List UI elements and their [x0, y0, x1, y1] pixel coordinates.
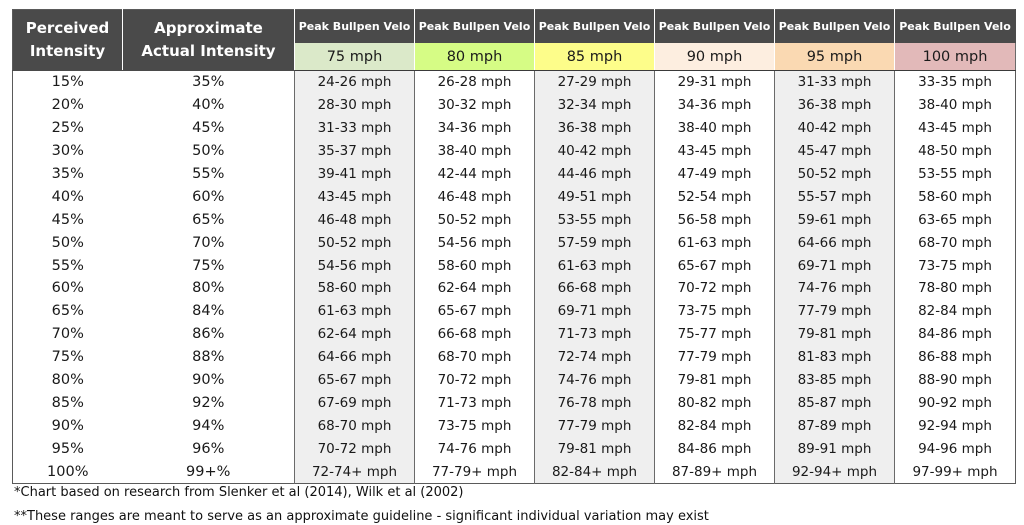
velocity-range-cell: 70-72 mph	[295, 437, 415, 460]
velocity-intensity-table	[12, 9, 1016, 484]
actual-intensity-cell: 88%	[192, 349, 225, 366]
velo-header-75: Peak Bullpen Velo	[295, 10, 415, 44]
velocity-range-cell: 81-83 mph	[775, 346, 895, 369]
perceived-intensity-cell: 70%	[51, 326, 84, 343]
velocity-range-cell: 61-63 mph	[295, 300, 415, 323]
velocity-range-cell: 44-46 mph	[535, 163, 655, 186]
velo-header-80: Peak Bullpen Velo	[415, 10, 535, 44]
footnote-research: *Chart based on research from Slenker et al (2014), Wilk et al (2002)	[14, 485, 464, 500]
table-row	[13, 117, 1016, 140]
velocity-range-cell: 83-85 mph	[775, 369, 895, 392]
velocity-range-cell: 90-92 mph	[895, 391, 1016, 414]
velocity-range-cell: 88-90 mph	[895, 369, 1016, 392]
velocity-range-cell: 53-55 mph	[895, 163, 1016, 186]
perceived-intensity-cell: 20%	[51, 97, 84, 114]
velocity-range-cell: 58-60 mph	[895, 185, 1016, 208]
perceived-intensity-cell: 75%	[51, 349, 84, 366]
velocity-cell-95: 95 mph	[775, 43, 895, 71]
velocity-range-cell: 68-70 mph	[295, 414, 415, 437]
velocity-range-cell: 74-76 mph	[415, 437, 535, 460]
velocity-range-cell: 58-60 mph	[415, 254, 535, 277]
velocity-range-cell: 61-63 mph	[535, 254, 655, 277]
actual-header-line1: Approximate	[154, 19, 263, 37]
velocity-range-cell: 86-88 mph	[895, 346, 1016, 369]
velocity-range-cell: 65-67 mph	[415, 300, 535, 323]
velocity-range-cell: 38-40 mph	[415, 140, 535, 163]
actual-header-line2: Actual Intensity	[141, 42, 276, 60]
velocity-range-cell: 71-73 mph	[535, 323, 655, 346]
velocity-range-cell: 77-79 mph	[655, 346, 775, 369]
velocity-cell-90: 90 mph	[655, 43, 775, 71]
footnote-disclaimer: **These ranges are meant to serve as an approximate guideline - significant individual variation may exist	[14, 509, 709, 524]
velocity-range-cell: 49-51 mph	[535, 185, 655, 208]
actual-intensity-cell: 60%	[192, 188, 225, 205]
perceived-intensity-cell: 90%	[51, 417, 84, 434]
table-row	[13, 414, 1016, 437]
table-row	[13, 185, 1016, 208]
table-row	[13, 346, 1016, 369]
velocity-range-cell: 75-77 mph	[655, 323, 775, 346]
velo-header-100: Peak Bullpen Velo	[895, 10, 1016, 44]
velocity-range-cell: 36-38 mph	[775, 94, 895, 117]
velocity-range-cell: 78-80 mph	[895, 277, 1016, 300]
table-row	[13, 391, 1016, 414]
velocity-range-cell: 65-67 mph	[295, 369, 415, 392]
velocity-range-cell: 82-84+ mph	[535, 460, 655, 483]
velocity-range-cell: 73-75 mph	[655, 300, 775, 323]
table-row	[13, 460, 1016, 483]
velocity-range-cell: 69-71 mph	[535, 300, 655, 323]
actual-intensity-cell: 86%	[192, 326, 225, 343]
velocity-range-cell: 46-48 mph	[415, 185, 535, 208]
actual-intensity-cell: 90%	[192, 372, 225, 389]
perceived-intensity-cell: 40%	[51, 188, 84, 205]
velocity-range-cell: 35-37 mph	[295, 140, 415, 163]
velocity-range-cell: 43-45 mph	[655, 140, 775, 163]
velocity-range-cell: 31-33 mph	[775, 71, 895, 94]
velocity-range-cell: 79-81 mph	[655, 369, 775, 392]
velocity-range-cell: 43-45 mph	[295, 185, 415, 208]
table-body	[13, 71, 1016, 484]
velocity-range-cell: 29-31 mph	[655, 71, 775, 94]
perceived-header-line2: Intensity	[29, 42, 106, 60]
perceived-intensity-cell: 65%	[51, 303, 84, 320]
actual-intensity-cell: 99+%	[186, 463, 231, 480]
velocity-range-cell: 73-75 mph	[895, 254, 1016, 277]
velocity-range-cell: 38-40 mph	[655, 117, 775, 140]
perceived-intensity-cell: 45%	[51, 211, 84, 228]
velocity-range-cell: 34-36 mph	[415, 117, 535, 140]
table-row	[13, 94, 1016, 117]
velocity-cell-75: 75 mph	[295, 43, 415, 71]
velocity-range-cell: 52-54 mph	[655, 185, 775, 208]
velocity-range-cell: 68-70 mph	[895, 231, 1016, 254]
velocity-range-cell: 38-40 mph	[895, 94, 1016, 117]
velo-header-95: Peak Bullpen Velo	[775, 10, 895, 44]
table-row	[13, 323, 1016, 346]
table-row	[13, 208, 1016, 231]
velocity-range-cell: 63-65 mph	[895, 208, 1016, 231]
table-row	[13, 71, 1016, 94]
perceived-intensity-cell: 95%	[51, 440, 84, 457]
perceived-intensity-cell: 15%	[51, 74, 84, 91]
table-row	[13, 254, 1016, 277]
velocity-range-cell: 94-96 mph	[895, 437, 1016, 460]
velocity-range-cell: 54-56 mph	[295, 254, 415, 277]
velocity-range-cell: 66-68 mph	[535, 277, 655, 300]
actual-intensity-cell: 94%	[192, 417, 225, 434]
velocity-range-cell: 72-74 mph	[535, 346, 655, 369]
velocity-range-cell: 69-71 mph	[775, 254, 895, 277]
velocity-range-cell: 77-79 mph	[535, 414, 655, 437]
velocity-range-cell: 74-76 mph	[775, 277, 895, 300]
perceived-intensity-cell: 30%	[51, 143, 84, 160]
actual-intensity-header	[123, 10, 295, 71]
velocity-range-cell: 56-58 mph	[655, 208, 775, 231]
header-row	[13, 10, 1016, 44]
perceived-intensity-cell: 80%	[51, 372, 84, 389]
velocity-range-cell: 82-84 mph	[895, 300, 1016, 323]
actual-intensity-cell: 40%	[192, 97, 225, 114]
velocity-range-cell: 39-41 mph	[295, 163, 415, 186]
velocity-range-cell: 97-99+ mph	[895, 460, 1016, 483]
actual-intensity-cell: 70%	[192, 234, 225, 251]
velocity-range-cell: 76-78 mph	[535, 391, 655, 414]
velocity-range-cell: 84-86 mph	[655, 437, 775, 460]
velocity-range-cell: 45-47 mph	[775, 140, 895, 163]
table-row	[13, 277, 1016, 300]
actual-intensity-cell: 35%	[192, 74, 225, 91]
perceived-intensity-cell: 35%	[51, 166, 84, 182]
velocity-range-cell: 50-52 mph	[415, 208, 535, 231]
velocity-range-cell: 50-52 mph	[295, 231, 415, 254]
velocity-range-cell: 92-94+ mph	[775, 460, 895, 483]
table-row	[13, 437, 1016, 460]
velocity-range-cell: 66-68 mph	[415, 323, 535, 346]
table-row	[13, 140, 1016, 163]
velocity-range-cell: 87-89 mph	[775, 414, 895, 437]
velocity-range-cell: 58-60 mph	[295, 277, 415, 300]
velocity-range-cell: 36-38 mph	[535, 117, 655, 140]
velocity-range-cell: 87-89+ mph	[655, 460, 775, 483]
velocity-range-cell: 57-59 mph	[535, 231, 655, 254]
velocity-range-cell: 26-28 mph	[415, 71, 535, 94]
actual-intensity-cell: 92%	[192, 394, 225, 411]
velocity-range-cell: 70-72 mph	[415, 369, 535, 392]
velocity-range-cell: 30-32 mph	[415, 94, 535, 117]
velocity-range-cell: 92-94 mph	[895, 414, 1016, 437]
velocity-range-cell: 68-70 mph	[415, 346, 535, 369]
actual-intensity-cell: 96%	[192, 440, 225, 457]
velocity-range-cell: 79-81 mph	[535, 437, 655, 460]
velocity-range-cell: 54-56 mph	[415, 231, 535, 254]
velocity-range-cell: 67-69 mph	[295, 391, 415, 414]
velocity-range-cell: 74-76 mph	[535, 369, 655, 392]
velocity-range-cell: 40-42 mph	[775, 117, 895, 140]
velocity-range-cell: 40-42 mph	[535, 140, 655, 163]
perceived-intensity-cell: 25%	[51, 120, 84, 137]
velocity-range-cell: 79-81 mph	[775, 323, 895, 346]
velocity-range-cell: 53-55 mph	[535, 208, 655, 231]
actual-intensity-cell: 55%	[192, 166, 225, 182]
velocity-range-cell: 24-26 mph	[295, 71, 415, 94]
velocity-range-cell: 42-44 mph	[415, 163, 535, 186]
velocity-range-cell: 43-45 mph	[895, 117, 1016, 140]
velocity-cell-85: 85 mph	[535, 43, 655, 71]
actual-intensity-cell: 84%	[192, 303, 225, 320]
velocity-range-cell: 65-67 mph	[655, 254, 775, 277]
actual-intensity-cell: 75%	[192, 257, 225, 274]
velocity-range-cell: 82-84 mph	[655, 414, 775, 437]
velocity-range-cell: 77-79 mph	[775, 300, 895, 323]
perceived-intensity-cell: 60%	[51, 280, 84, 297]
actual-intensity-cell: 65%	[192, 211, 225, 228]
perceived-intensity-cell: 55%	[51, 257, 84, 274]
perceived-header-line1: Perceived	[25, 19, 110, 37]
perceived-intensity-cell: 50%	[51, 234, 84, 251]
actual-intensity-cell: 45%	[192, 120, 225, 137]
velocity-range-cell: 50-52 mph	[775, 163, 895, 186]
velocity-range-cell: 59-61 mph	[775, 208, 895, 231]
velocity-cell-80: 80 mph	[415, 43, 535, 71]
velocity-range-cell: 70-72 mph	[655, 277, 775, 300]
velocity-range-cell: 32-34 mph	[535, 94, 655, 117]
velocity-range-cell: 34-36 mph	[655, 94, 775, 117]
perceived-intensity-cell: 85%	[51, 394, 84, 411]
velocity-cell-100: 100 mph	[895, 43, 1016, 71]
velocity-range-cell: 61-63 mph	[655, 231, 775, 254]
velocity-range-cell: 28-30 mph	[295, 94, 415, 117]
table-row	[13, 369, 1016, 392]
perceived-intensity-header	[13, 10, 123, 71]
velocity-range-cell: 89-91 mph	[775, 437, 895, 460]
velocity-range-cell: 47-49 mph	[655, 163, 775, 186]
velocity-range-cell: 62-64 mph	[415, 277, 535, 300]
perceived-intensity-cell: 100%	[47, 463, 89, 480]
velocity-range-cell: 46-48 mph	[295, 208, 415, 231]
table-row	[13, 163, 1016, 186]
actual-intensity-cell: 80%	[192, 280, 225, 297]
velocity-range-cell: 80-82 mph	[655, 391, 775, 414]
velocity-range-cell: 72-74+ mph	[295, 460, 415, 483]
velocity-range-cell: 77-79+ mph	[415, 460, 535, 483]
velo-header-85: Peak Bullpen Velo	[535, 10, 655, 44]
actual-intensity-cell: 50%	[192, 143, 225, 160]
velocity-range-cell: 31-33 mph	[295, 117, 415, 140]
table-row	[13, 231, 1016, 254]
velocity-range-cell: 71-73 mph	[415, 391, 535, 414]
velo-header-90: Peak Bullpen Velo	[655, 10, 775, 44]
velocity-range-cell: 55-57 mph	[775, 185, 895, 208]
velocity-range-cell: 33-35 mph	[895, 71, 1016, 94]
velocity-range-cell: 73-75 mph	[415, 414, 535, 437]
velocity-range-cell: 48-50 mph	[895, 140, 1016, 163]
velocity-range-cell: 27-29 mph	[535, 71, 655, 94]
velocity-range-cell: 64-66 mph	[295, 346, 415, 369]
velocity-range-cell: 85-87 mph	[775, 391, 895, 414]
velocity-range-cell: 84-86 mph	[895, 323, 1016, 346]
velocity-range-cell: 64-66 mph	[775, 231, 895, 254]
velocity-range-cell: 62-64 mph	[295, 323, 415, 346]
table-row	[13, 300, 1016, 323]
